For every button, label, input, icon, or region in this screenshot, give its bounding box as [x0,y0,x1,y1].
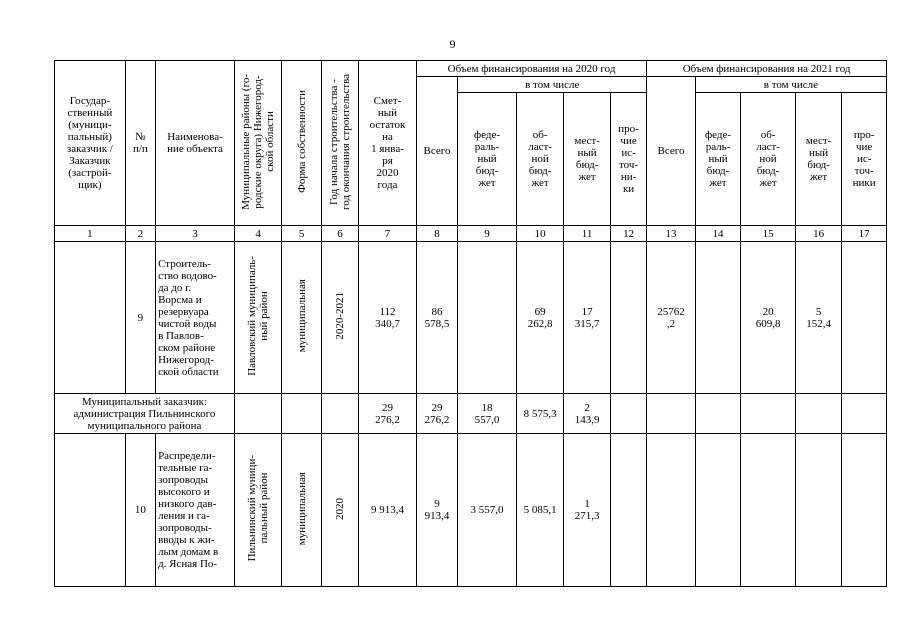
financing-table [54,60,887,587]
header-fin-2020: Объем финансирования на 2020 год [416,61,646,77]
cell-federal-2021 [695,394,740,434]
col-number: 8 [416,226,457,242]
cell-summary-label: Муниципальный заказчик: администрация Пильнинского муниципального района [55,394,235,434]
cell-total-2021 [647,394,696,434]
cell-other-2021 [842,242,887,394]
header-federal-2020: феде- раль- ный бюд- жет [458,93,517,226]
cell-regional-2020: 8 575,3 [516,394,564,434]
cell-local-2021: 5 152,4 [795,242,841,394]
cell-customer [55,242,126,394]
header-other-2021: про- чие ис- точ- ники [842,93,887,226]
column-numbers-row [55,226,887,242]
cell-local-2020: 2 143,9 [564,394,610,434]
page-number: 9 [449,37,456,51]
cell-total-2020: 86 578,5 [416,242,457,394]
cell-regional-2020: 5 085,1 [516,434,564,587]
cell-other-2021 [842,434,887,587]
cell-total-2021: 25762 ,2 [647,242,696,394]
cell-local-2020: 17 315,7 [564,242,610,394]
cell-district: Павловский муниципаль- ный район [234,242,282,394]
cell-total-2020: 9 913,4 [416,434,457,587]
header-fin-2021: Объем финансирования на 2021 год [647,61,887,77]
cell-other-2020 [610,242,646,394]
col-number: 17 [842,226,887,242]
col-number: 1 [55,226,126,242]
col-number: 2 [125,226,155,242]
cell-customer [55,434,126,587]
col-number: 9 [458,226,517,242]
cell-years [321,394,358,434]
header-ownership: Форма собственности [282,61,321,226]
header-total-2020: Всего [416,77,457,226]
cell-regional-2021: 20 609,8 [741,242,796,394]
col-number: 5 [282,226,321,242]
header-district: Муниципальные районы (го- родские округа) Нижегород- ской области [234,61,282,226]
cell-regional-2021 [741,394,796,434]
header-including-2021: в том числе [695,77,886,93]
col-number: 4 [234,226,282,242]
header-total-2021: Всего [647,77,696,226]
col-number: 12 [610,226,646,242]
cell-estimate: 29 276,2 [359,394,417,434]
col-number: 11 [564,226,610,242]
cell-total-2020: 29 276,2 [416,394,457,434]
header-regional-2020: об- ласт- ной бюд- жет [516,93,564,226]
cell-total-2021 [647,434,696,587]
cell-federal-2021 [695,434,740,587]
col-number: 3 [156,226,235,242]
header-other-2020: про- чие ис- точ- ни- ки [610,93,646,226]
header-local-2020: мест- ный бюд- жет [564,93,610,226]
header-customer: Государ- ственный (муници- пальный) заказчик / Заказчик (застрой- щик) [55,61,126,226]
col-number: 16 [795,226,841,242]
cell-district [234,394,282,434]
cell-other-2020 [610,394,646,434]
cell-other-2021 [842,394,887,434]
header-local-2021: мест- ный бюд- жет [795,93,841,226]
cell-object-name: Распредели- тельные га- зопроводы высокого и низкого дав- ления и га- зопроводы- вводы к жи- лым домам в д. Ясная По- [156,434,235,587]
header-num: № п/п [125,61,155,226]
cell-num: 10 [125,434,155,587]
cell-regional-2021 [741,434,796,587]
cell-ownership: муниципальная [282,242,321,394]
col-number: 13 [647,226,696,242]
cell-federal-2020: 3 557,0 [458,434,517,587]
col-number: 6 [321,226,358,242]
table-row-10 [55,434,887,587]
cell-other-2020 [610,434,646,587]
col-number: 14 [695,226,740,242]
cell-local-2021 [795,394,841,434]
cell-district: Пильнинский муници- пальный район [234,434,282,587]
cell-estimate: 9 913,4 [359,434,417,587]
table-row-summary [55,394,887,434]
cell-years: 2020 [321,434,358,587]
header-federal-2021: феде- раль- ный бюд- жет [695,93,740,226]
cell-federal-2020: 18 557,0 [458,394,517,434]
cell-federal-2021 [695,242,740,394]
cell-years: 2020-2021 [321,242,358,394]
cell-object-name: Строитель- ство водово- да до г. Ворсма и резервуара чистой воды в Павлов- ском районе Нижегород- ской области [156,242,235,394]
cell-estimate: 112 340,7 [359,242,417,394]
header-row-1 [55,61,887,77]
cell-federal-2020 [458,242,517,394]
header-regional-2021: об- ласт- ной бюд- жет [741,93,796,226]
cell-local-2020: 1 271,3 [564,434,610,587]
header-years: Год начала строительства - год окончания строительства [321,61,358,226]
col-number: 15 [741,226,796,242]
cell-num: 9 [125,242,155,394]
col-number: 7 [359,226,417,242]
col-number: 10 [516,226,564,242]
table-row-9 [55,242,887,394]
cell-ownership: муниципальная [282,434,321,587]
cell-regional-2020: 69 262,8 [516,242,564,394]
cell-local-2021 [795,434,841,587]
header-including-2020: в том числе [458,77,647,93]
header-estimate: Смет- ный остаток на 1 янва- ря 2020 года [359,61,417,226]
header-object-name: Наименова- ние объекта [156,61,235,226]
cell-ownership [282,394,321,434]
